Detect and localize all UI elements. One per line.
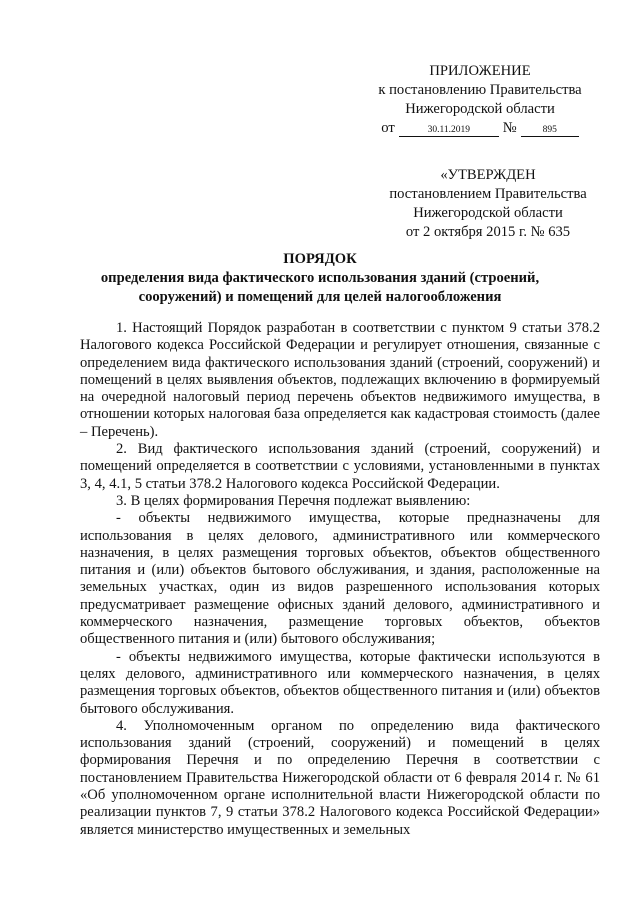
document-title: [60, 250, 580, 307]
title-line-1: ПОРЯДОК: [283, 251, 357, 267]
appendix-heading: ПРИЛОЖЕНИЕ: [429, 63, 531, 79]
number-label: №: [502, 120, 517, 136]
approved-line-4: от 2 октября 2015 г. № 635: [405, 224, 571, 240]
paragraph-5: - объекты недвижимого имущества, которые фактически используются в целях делового, административного или коммерческого назначения, в целях размещения торговых объектов, объектов общественного питания и (или) объектов бытового обслуживания.: [80, 648, 600, 717]
appendix-line-1: к постановлению Правительства: [378, 82, 582, 98]
appendix-line-2: Нижегородской области: [405, 101, 555, 117]
paragraph-2: 2. Вид фактического использования зданий (строений, сооружений) и помещений определяется в соответствии с условиями, установленными в пунктах 3, 4, 4.1, 5 статьи 378.2 Налогового кодекса Российской Федерации.: [80, 441, 600, 492]
approved-block: [366, 166, 610, 242]
from-label: от: [381, 120, 395, 136]
paragraph-1: 1. Настоящий Порядок разработан в соответствии с пунктом 9 статьи 378.2 Налогового кодекса Российской Федерации и регулирует отношения, связанные с определением вида фактического использования зданий (строений, сооружений) и помещений в целях выявления объектов, подлежащих включению в формируемый на очередной налоговый период перечень объектов недвижимого имущества, в отношении которых налоговая база определяется как кадастровая стоимость (далее – Перечень).: [80, 320, 600, 440]
appendix-block: [358, 62, 602, 138]
paragraph-4: - объекты недвижимого имущества, которые предназначены для использования в целях делового, административного или коммерческого назначения, в целях размещения торговых объектов, объектов общественного питания и (или) объектов бытового обслуживания, и здания, расположенные на земельных участках, один из видов разрешенного использования которых предусматривает размещение офисных зданий делового, административного и коммерческого назначения, размещение торговых объектов, объектов общественного питания и (или) бытового обслуживания;: [80, 510, 600, 648]
approved-line-2: постановлением Правительства: [389, 186, 587, 202]
paragraph-6: 4. Уполномоченным органом по определению вида фактического использования зданий (строений, сооружений) и помещений в целях формирования Перечня и по определению Перечня в соответствии с постановлением Правительства Нижегородской области от 6 февраля 2014 г. № 61 «Об уполномоченном органе исполнительной власти Нижегородской области по реализации пунктов 7, 9 статьи 378.2 Налогового кодекса Российской Федерации» является министерство имущественных и земельных: [80, 717, 600, 838]
date-field: 30.11.2019: [399, 124, 499, 137]
title-line-2: определения вида фактического использования зданий (строений, сооружений) и помещений для целей налогообложения: [100, 270, 540, 305]
approved-line-3: Нижегородской области: [413, 205, 563, 221]
document-body: [80, 320, 600, 839]
number-field: 895: [521, 124, 579, 137]
appendix-date-row: [358, 119, 602, 138]
approved-line-1: «УТВЕРЖДЕН: [440, 167, 536, 183]
paragraph-3: 3. В целях формирования Перечня подлежат выявлению:: [116, 492, 471, 509]
